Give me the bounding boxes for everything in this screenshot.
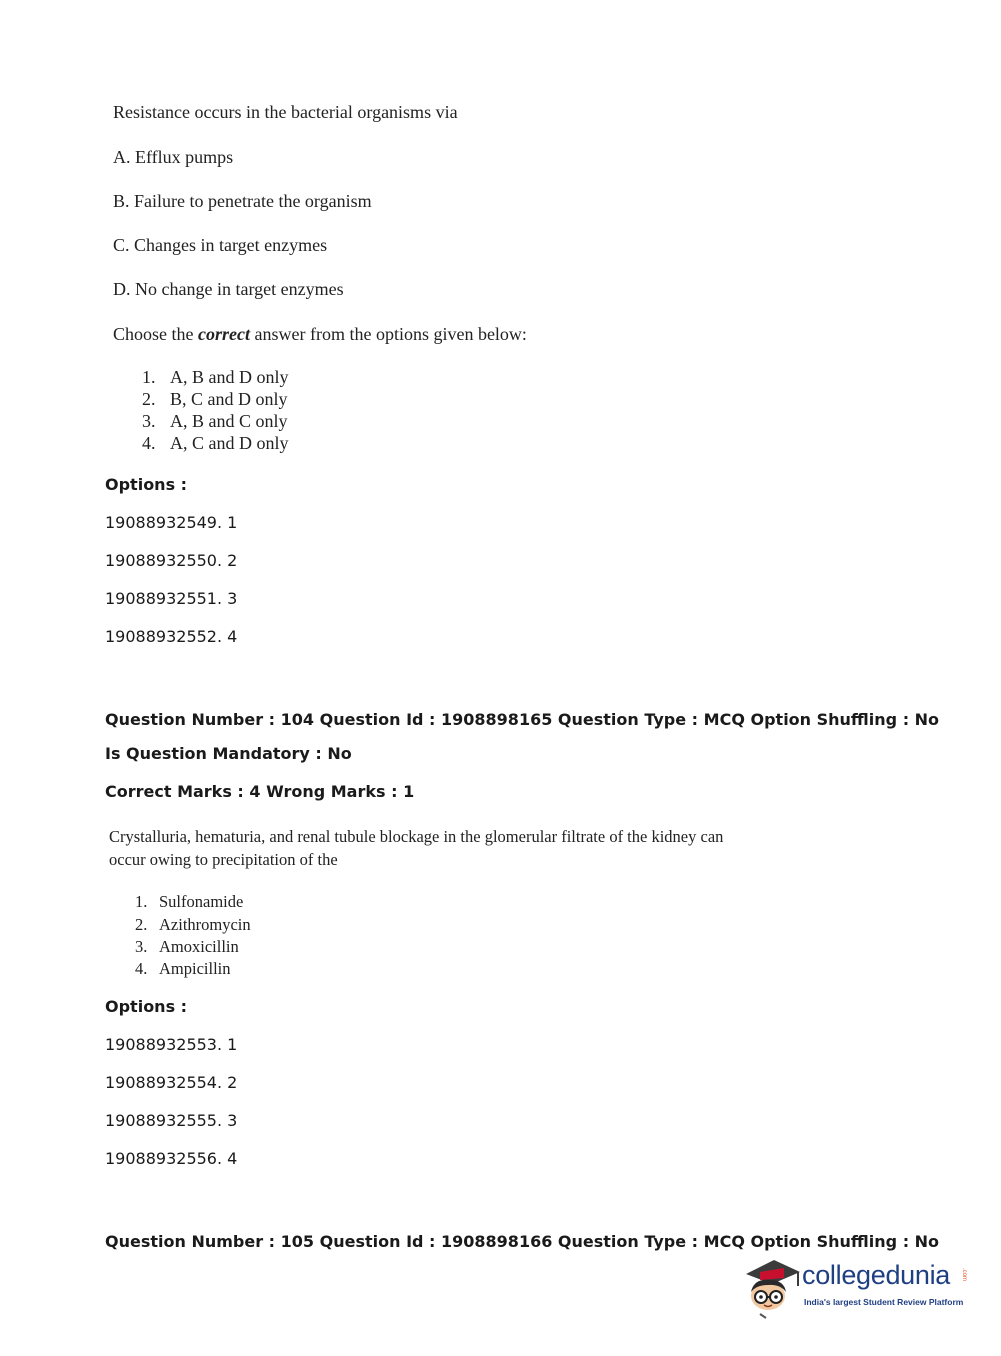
option-id: 19088932554. 2 (105, 1073, 238, 1092)
option-id: 19088932552. 4 (105, 627, 238, 646)
choice-number: 3. (142, 411, 156, 431)
choice-number: 4. (142, 433, 156, 453)
option-id: 19088932556. 4 (105, 1149, 238, 1168)
choice-item (135, 937, 239, 957)
choice-item (142, 411, 288, 432)
choice-item (135, 892, 243, 912)
statement-d: D. No change in target enzymes (113, 279, 344, 299)
student-mascot-icon (740, 1252, 802, 1322)
choice-number: 2. (142, 389, 156, 409)
mandatory-line: Is Question Mandatory : No (105, 744, 352, 763)
question-stem-line-1: Crystalluria, hematuria, and renal tubule blockage in the glomerular filtrate of the kidney can (109, 827, 724, 846)
option-id: 19088932551. 3 (105, 589, 238, 608)
choose-suffix: answer from the options given below: (249, 324, 527, 344)
choice-text: Amoxicillin (159, 937, 239, 956)
option-id: 19088932550. 2 (105, 551, 238, 570)
question-header: Question Number : 104 Question Id : 1908898165 Question Type : MCQ Option Shuffling : No (105, 710, 940, 729)
choice-item (142, 367, 289, 388)
choice-text: A, C and D only (170, 433, 289, 453)
choice-number: 1. (135, 892, 148, 911)
choice-item (135, 915, 251, 935)
choice-text: B, C and D only (170, 389, 288, 409)
logo-tagline: India's largest Student Review Platform (804, 1297, 964, 1307)
choose-prefix: Choose the (113, 324, 198, 344)
options-label: Options : (105, 475, 188, 494)
statement-c: C. Changes in target enzymes (113, 235, 328, 255)
choice-item (142, 389, 288, 410)
choice-number: 2. (135, 915, 148, 934)
option-id: 19088932555. 3 (105, 1111, 238, 1130)
choice-text: A, B and C only (170, 411, 288, 431)
question-header: Question Number : 105 Question Id : 1908898166 Question Type : MCQ Option Shuffling : No (105, 1232, 940, 1251)
option-id: 19088932549. 1 (105, 513, 238, 532)
collegedunia-logo (740, 1252, 975, 1322)
choice-text: Sulfonamide (159, 892, 244, 911)
choice-item (142, 433, 289, 454)
choice-item (135, 959, 231, 979)
statement-b: B. Failure to penetrate the organism (113, 191, 372, 211)
choice-number: 4. (135, 959, 148, 978)
option-id: 19088932553. 1 (105, 1035, 238, 1054)
question-stem-line-2: occur owing to precipitation of the (109, 850, 338, 869)
choice-text: Azithromycin (159, 915, 251, 934)
statement-a: A. Efflux pumps (113, 147, 234, 167)
choice-text: A, B and D only (170, 367, 289, 387)
marks-line: Correct Marks : 4 Wrong Marks : 1 (105, 782, 415, 801)
logo-wordmark: collegedunia (802, 1260, 951, 1290)
question-stem: Resistance occurs in the bacterial organisms via (113, 102, 458, 122)
choice-number: 3. (135, 937, 148, 956)
choice-text: Ampicillin (159, 959, 231, 978)
choice-number: 1. (142, 367, 156, 387)
choose-emphasis: correct (198, 324, 250, 344)
logo-domain: .com (961, 1268, 967, 1282)
options-label: Options : (105, 997, 188, 1016)
choose-instruction (113, 324, 527, 345)
